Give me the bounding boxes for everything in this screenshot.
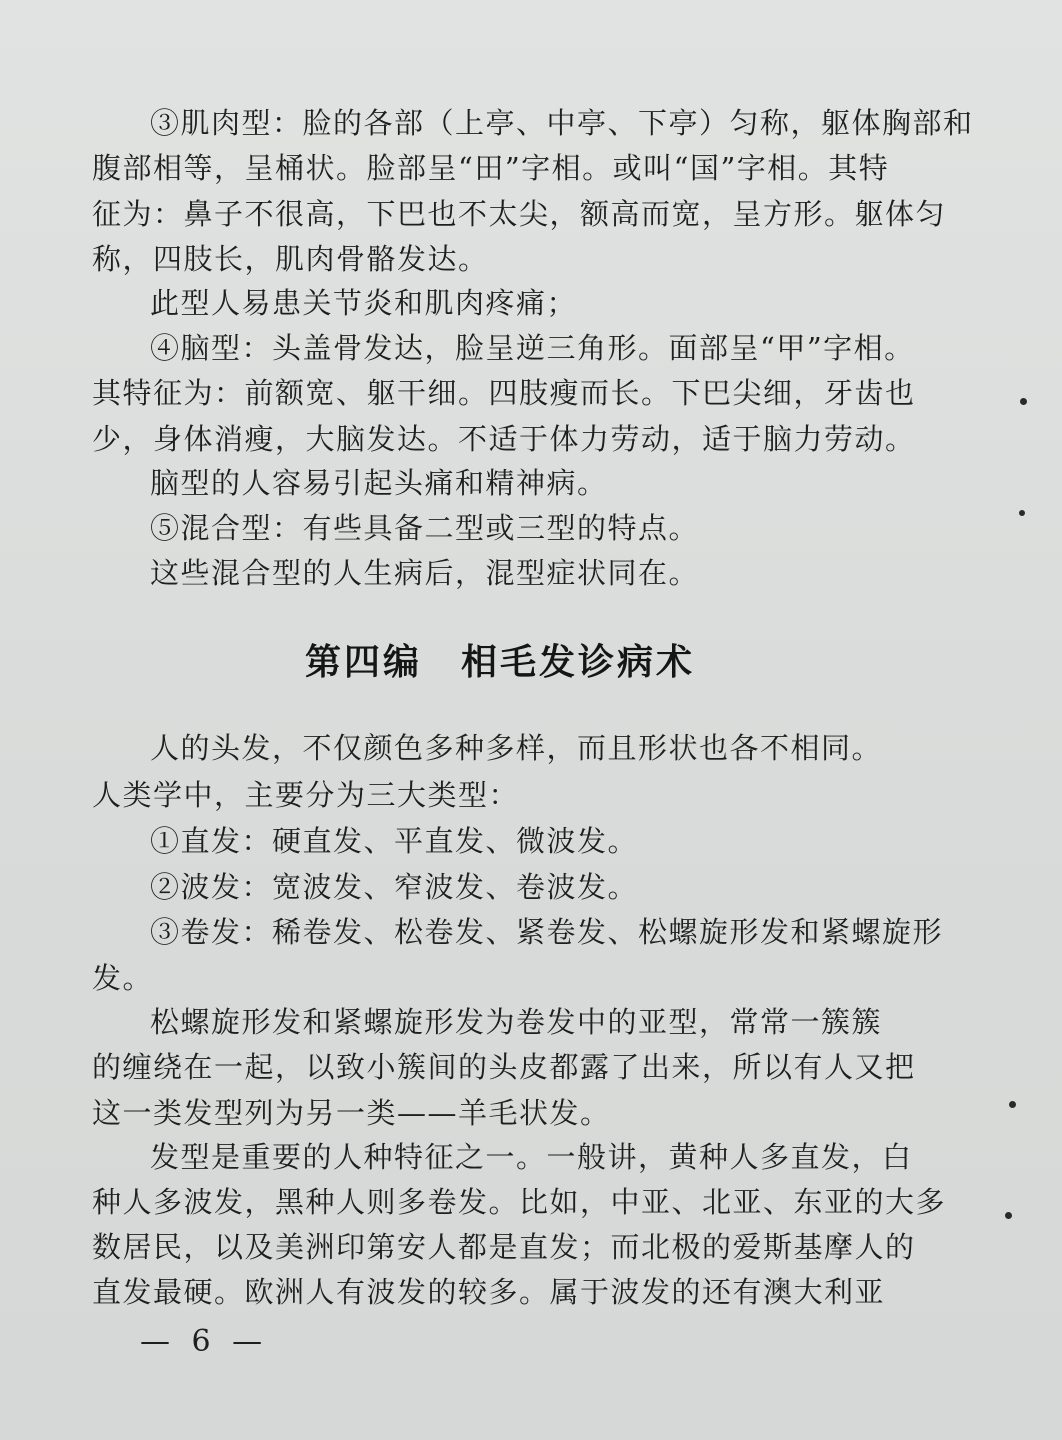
- paragraph-line: 数居民，以及美洲印第安人都是直发；而北极的爱斯基摩人的: [92, 1230, 916, 1264]
- paragraph-line: 其特征为：前额宽、躯干细。四肢瘦而长。下巴尖细，牙齿也: [92, 376, 916, 410]
- paragraph-line: 脑型的人容易引起头痛和精神病。: [150, 466, 608, 500]
- paragraph-line: 称，四肢长，肌肉骨骼发达。: [92, 242, 489, 276]
- paragraph-line: ②波发：宽波发、窄波发、卷波发。: [150, 870, 639, 904]
- section-heading: 第四编 相毛发诊病术: [304, 642, 695, 683]
- binding-hole-mark: [1009, 1101, 1016, 1108]
- paragraph-line: 人的头发，不仅颜色多种多样，而且形状也各不相同。: [150, 731, 883, 765]
- paragraph-line: ④脑型：头盖骨发达，脸呈逆三角形。面部呈“甲”字相。: [150, 331, 915, 365]
- binding-hole-mark: [1005, 1212, 1012, 1219]
- paragraph-line: 少，身体消瘦，大脑发达。不适于体力劳动，适于脑力劳动。: [92, 422, 916, 456]
- binding-hole-mark: [1020, 398, 1027, 405]
- paragraph-line: 这些混合型的人生病后，混型症状同在。: [150, 556, 700, 590]
- paragraph-line: 直发最硬。欧洲人有波发的较多。属于波发的还有澳大利亚: [92, 1275, 886, 1309]
- paragraph-line: 人类学中，主要分为三大类型：: [92, 778, 520, 812]
- paragraph-line: ③卷发：稀卷发、松卷发、紧卷发、松螺旋形发和紧螺旋形: [150, 915, 944, 949]
- paragraph-line: 腹部相等，呈桶状。脸部呈“田”字相。或叫“国”字相。其特: [92, 151, 890, 185]
- paragraph-line: 此型人易患关节炎和肌肉疼痛；: [150, 286, 578, 320]
- paragraph-line: ③肌肉型：脸的各部（上亭、中亭、下亭）匀称，躯体胸部和: [150, 106, 974, 140]
- paragraph-line: 征为：鼻子不很高，下巴也不太尖，额高而宽，呈方形。躯体匀: [92, 197, 947, 231]
- paragraph-line: 种人多波发，黑种人则多卷发。比如，中亚、北亚、东亚的大多: [92, 1185, 947, 1219]
- paragraph-line: 这一类发型列为另一类——羊毛状发。: [92, 1096, 611, 1130]
- page-number: — 6 —: [140, 1324, 269, 1359]
- paragraph-line: 的缠绕在一起，以致小簇间的头皮都露了出来，所以有人又把: [92, 1050, 916, 1084]
- paragraph-line: ①直发：硬直发、平直发、微波发。: [150, 824, 639, 858]
- paragraph-line: 松螺旋形发和紧螺旋形发为卷发中的亚型，常常一簇簇: [150, 1005, 883, 1039]
- paragraph-line: 发。: [92, 961, 154, 995]
- binding-hole-mark: [1019, 510, 1025, 516]
- paragraph-line: 发型是重要的人种特征之一。一般讲，黄种人多直发，白: [150, 1140, 913, 1174]
- paragraph-line: ⑤混合型：有些具备二型或三型的特点。: [150, 511, 700, 545]
